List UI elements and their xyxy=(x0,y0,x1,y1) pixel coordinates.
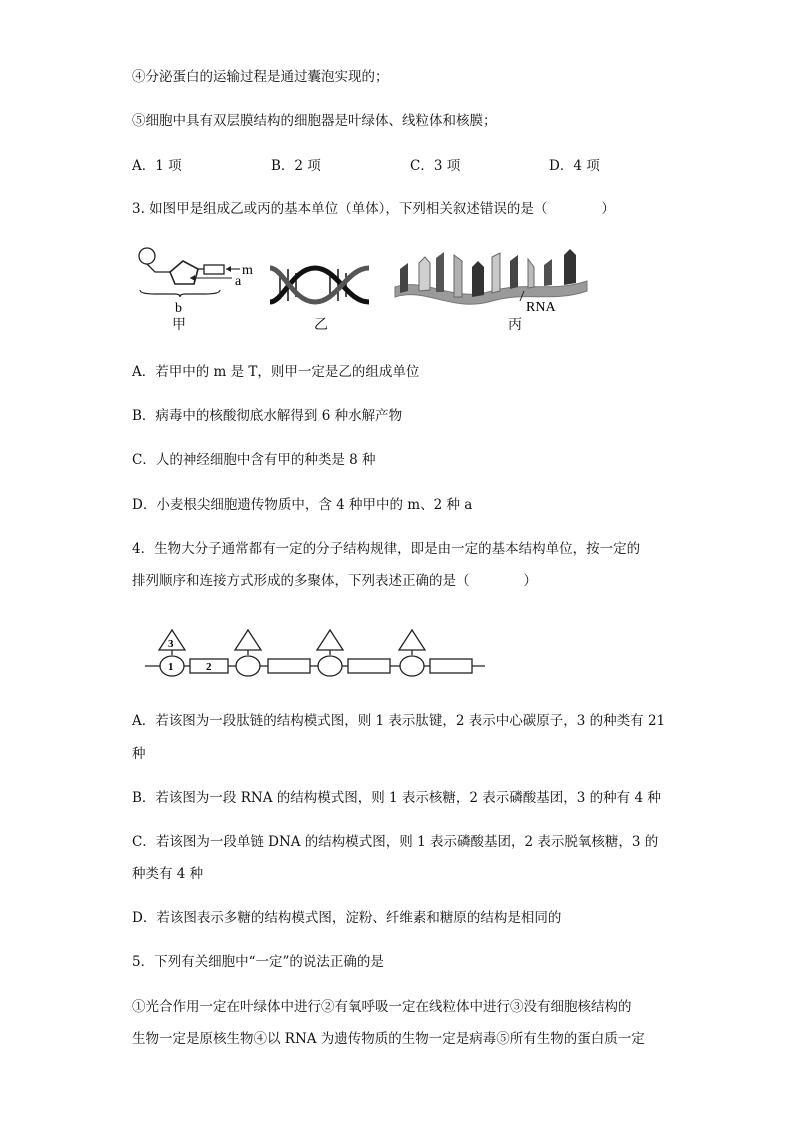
q4-option-b: B．若该图为一段 RNA 的结构模式图，则 1 表示核糖，2 表示磷酸基团，3 的种有 4 种 xyxy=(132,790,661,806)
label-rna: RNA xyxy=(526,300,556,315)
q3-option-a: A．若甲中的 m 是 T，则甲一定是乙的组成单位 xyxy=(132,364,420,380)
q4-option-a-line-1: A．若该图为一段肽链的结构模式图，则 1 表示肽键，2 表示中心碳原子，3 的种类有 21 xyxy=(132,713,666,729)
question-5-line-2: 生物一定是原核生物④以 RNA 为遗传物质的生物一定是病毒⑤所有生物的蛋白质一定 xyxy=(132,1031,645,1047)
label-a: a xyxy=(235,274,242,289)
question-4-line-1: 4．生物大分子通常都有一定的分子结构规律，即是由一定的基本结构单位，按一定的 xyxy=(132,541,641,557)
question-5-line-1: ①光合作用一定在叶绿体中进行②有氧呼吸一定在线粒体中进行③没有细胞核结构的 xyxy=(132,999,632,1015)
polymer-chain-diagram xyxy=(140,622,490,692)
label-b: b xyxy=(175,301,182,316)
dna-double-helix-yi xyxy=(268,260,378,310)
q4-option-c-line-2: 种类有 4 种 xyxy=(132,866,204,882)
q4-option-a-line-2: 种 xyxy=(132,746,146,762)
label-2: 2 xyxy=(206,661,212,673)
q3-option-b: B．病毒中的核酸彻底水解得到 6 种水解产物 xyxy=(132,408,403,424)
q2-option-b: B．2 项 xyxy=(271,158,321,174)
question-5: 5．下列有关细胞中“一定”的说法正确的是 xyxy=(132,954,384,970)
label-1: 1 xyxy=(168,661,174,673)
question-4-line-2: 排列顺序和连接方式形成的多聚体，下列表述正确的是（ ） xyxy=(132,573,537,589)
q2-option-c: C．3 项 xyxy=(410,158,461,174)
label-3: 3 xyxy=(168,638,174,650)
statement-4: ④分泌蛋白的运输过程是通过囊泡实现的； xyxy=(132,69,389,85)
q2-option-a: A．1 项 xyxy=(132,158,182,174)
q3-option-d: D．小麦根尖细胞遗传物质中，含 4 种甲中的 m、2 种 a xyxy=(132,497,473,513)
q4-option-d: D．若该图表示多糖的结构模式图，淀粉、纤维素和糖原的结构是相同的 xyxy=(132,910,562,926)
q3-option-c: C．人的神经细胞中含有甲的种类是 8 种 xyxy=(132,452,376,468)
q4-option-c-line-1: C．若该图为一段单链 DNA 的结构模式图，则 1 表示磷酸基团，2 表示脱氧核糖，3 的 xyxy=(132,834,659,850)
rna-strand-bing xyxy=(392,245,592,315)
label-m: m xyxy=(242,263,253,278)
label-bing: 丙 xyxy=(508,317,522,333)
statement-5: ⑤细胞中具有双层膜结构的细胞器是叶绿体、线粒体和核膜； xyxy=(132,113,497,129)
q2-option-d: D．4 项 xyxy=(549,158,600,174)
label-yi: 乙 xyxy=(314,317,328,333)
nucleotide-diagram-jia xyxy=(130,245,270,315)
label-jia: 甲 xyxy=(172,317,186,333)
question-3: 3. 如图甲是组成乙或丙的基本单位（单体），下列相关叙述错误的是（ ） xyxy=(132,201,615,217)
